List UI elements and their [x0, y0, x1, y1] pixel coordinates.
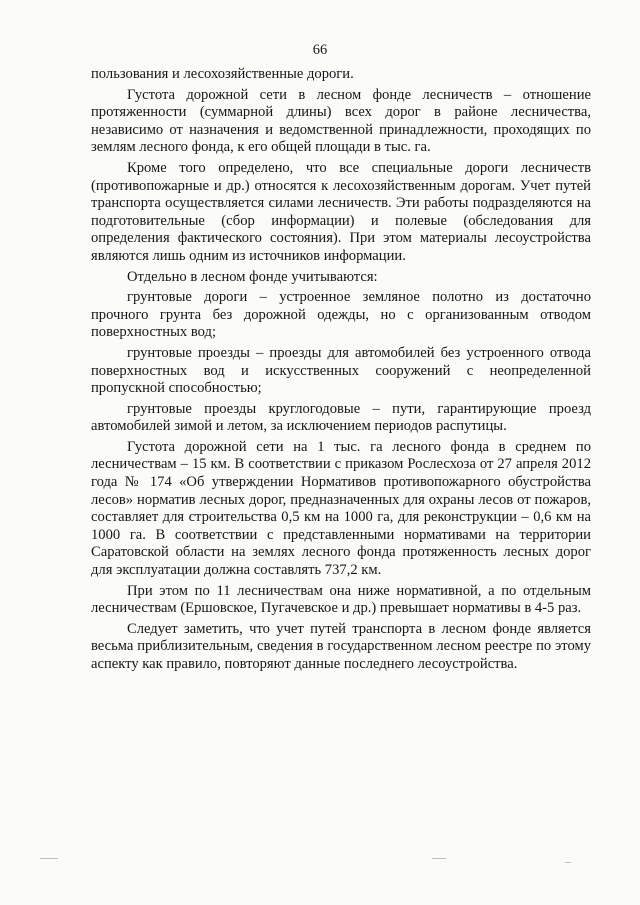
- page-number: 66: [312, 42, 328, 58]
- scan-mark: [432, 858, 446, 859]
- paragraph-dirt-passages: грунтовые проезды – проезды для автомобилей без устроенного отвода поверхностных вод и искусственных сооружений с неопределенной пропускной способностью;: [91, 344, 591, 397]
- body-text: [91, 66, 591, 677]
- paragraph-special-roads: Кроме того определено, что все специальные дороги лесничеств (противопожарные и др.) относятся к лесохозяйственным дорогам. Учет путей транспорта осуществляется силами лесничеств. Эти работы подразделяются на подготовительные (сбор информации) и полевые (обследования для определения фактического состояния). При этом материалы лесоустройства являются лишь одним из источников информации.: [91, 159, 591, 264]
- paragraph-dirt-roads: грунтовые дороги – устроенное земляное полотно из достаточно прочного грунта без дорожной одежды, но с организованным отводом поверхностных вод;: [91, 289, 591, 341]
- scan-mark: [565, 862, 571, 863]
- paragraph-all-season-passages: грунтовые проезды круглогодовые – пути, гарантирующие проезд автомобилей зимой и летом, за исключением периодов распутицы.: [91, 400, 591, 435]
- paragraph-below-norms: При этом по 11 лесничествам она ниже нормативной, а по отдельным лесничествам (Ершовское, Пугачевское и др.) превышает нормативы в 4-5 раз.: [91, 582, 591, 617]
- paragraph-road-density-norms: Густота дорожной сети на 1 тыс. га лесного фонда в среднем по лесничествам – 15 км. В соответствии с приказом Рослесхоза от 27 апреля 2012 года № 174 «Об утверждении Нормативов противопожарного обустройства лесов» норматив лесных дорог, предназначенных для охраны лесов от пожаров, составляет для строительства 0,5 км на 1000 га, для реконструкции – 0,6 км на 1000 га. В соответствии с представленными нормативами на территории Саратовской области на землях лесного фонда протяженность лесных дорог для эксплуатации должна составлять 737,2 км.: [91, 438, 591, 579]
- paragraph-separately-counted: Отдельно в лесном фонде учитываются:: [127, 268, 378, 285]
- paragraph-accounting-note: Следует заметить, что учет путей транспорта в лесном фонде является весьма приблизительным, сведения в государственном лесном реестре по этому аспекту как правило, повторяют данные последнего лесоустройства.: [91, 620, 591, 672]
- paragraph-road-density-definition: Густота дорожной сети в лесном фонде лесничеств – отношение протяженности (суммарной длины) всех дорог в районе лесничества, независимо от назначения и ведомственной принадлежности, проходящих по землям лесного фонда, к его общей площади в тыс. га.: [91, 86, 591, 156]
- paragraph-continuation: пользования и лесохозяйственные дороги.: [91, 66, 354, 82]
- scan-mark: [40, 858, 58, 859]
